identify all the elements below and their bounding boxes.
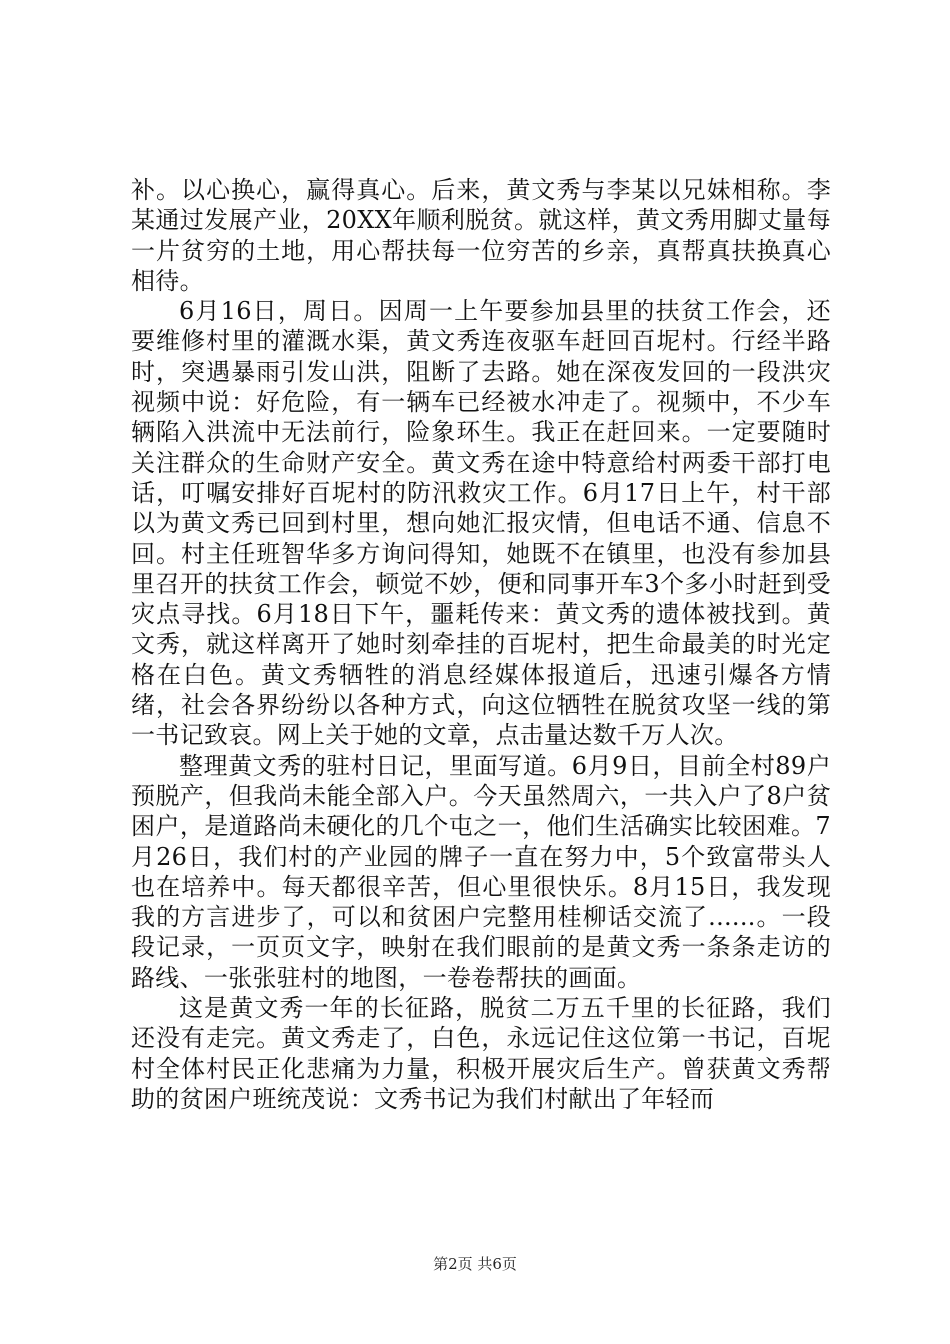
paragraph-4: 这是黄文秀一年的长征路，脱贫二万五千里的长征路，我们还没有走完。黄文秀走了，白色，永远记住这位第一书记，百坭村全体村民正化悲痛为力量，积极开展灾后生产。曾获黄文秀帮助的贫困户班统茂说：文秀书记为我们村献出了年轻而 xyxy=(131,994,831,1113)
paragraph-1: 补。以心换心，赢得真心。后来，黄文秀与李某以兄妹相称。李某通过发展产业，20XX年顺利脱贫。就这样，黄文秀用脚丈量每一片贫穷的土地，用心帮扶每一位穷苦的乡亲，真帮真扶换真心相待。 xyxy=(131,176,831,295)
page-number-footer: 第2页 共6页 xyxy=(433,1255,517,1273)
paragraph-3: 整理黄文秀的驻村日记，里面写道。6月9日，目前全村89户预脱产，但我尚未能全部入户。今天虽然周六，一共入户了8户贫困户，是道路尚未硬化的几个屯之一，他们生活确实比较困难。7月26日，我们村的产业园的牌子一直在努力中，5个致富带头人也在培养中。每天都很辛苦，但心里很快乐。8月15日，我发现我的方言进步了，可以和贫困户完整用桂柳话交流了......。一段段记录，一页页文字，映射在我们眼前的是黄文秀一条条走访的路线、一张张驻村的地图，一卷卷帮扶的画面。 xyxy=(131,751,831,992)
paragraph-2: 6月16日，周日。因周一上午要参加县里的扶贫工作会，还要维修村里的灌溉水渠，黄文秀连夜驱车赶回百坭村。行经半路时，突遇暴雨引发山洪，阻断了去路。她在深夜发回的一段洪灾视频中说：好危险，有一辆车已经被水冲走了。视频中，不少车辆陷入洪流中无法前行，险象环生。我正在赶回来。一定要随时关注群众的生命财产安全。黄文秀在途中特意给村两委干部打电话，叮嘱安排好百坭村的防汛救灾工作。6月17日上午，村干部以为黄文秀已回到村里，想向她汇报灾情，但电话不通、信息不回。村主任班智华多方询问得知，她既不在镇里，也没有参加县里召开的扶贫工作会，顿觉不妙，便和同事开车3个多小时赶到受灾点寻找。6月18日下午，噩耗传来：黄文秀的遗体被找到。黄文秀，就这样离开了她时刻牵挂的百坭村，把生命最美的时光定格在白色。黄文秀牺牲的消息经媒体报道后，迅速引爆各方情绪，社会各界纷纷以各种方式，向这位牺牲在脱贫攻坚一线的第一书记致哀。网上关于她的文章，点击量达数千万人次。 xyxy=(131,297,831,750)
document-body xyxy=(131,175,831,1114)
